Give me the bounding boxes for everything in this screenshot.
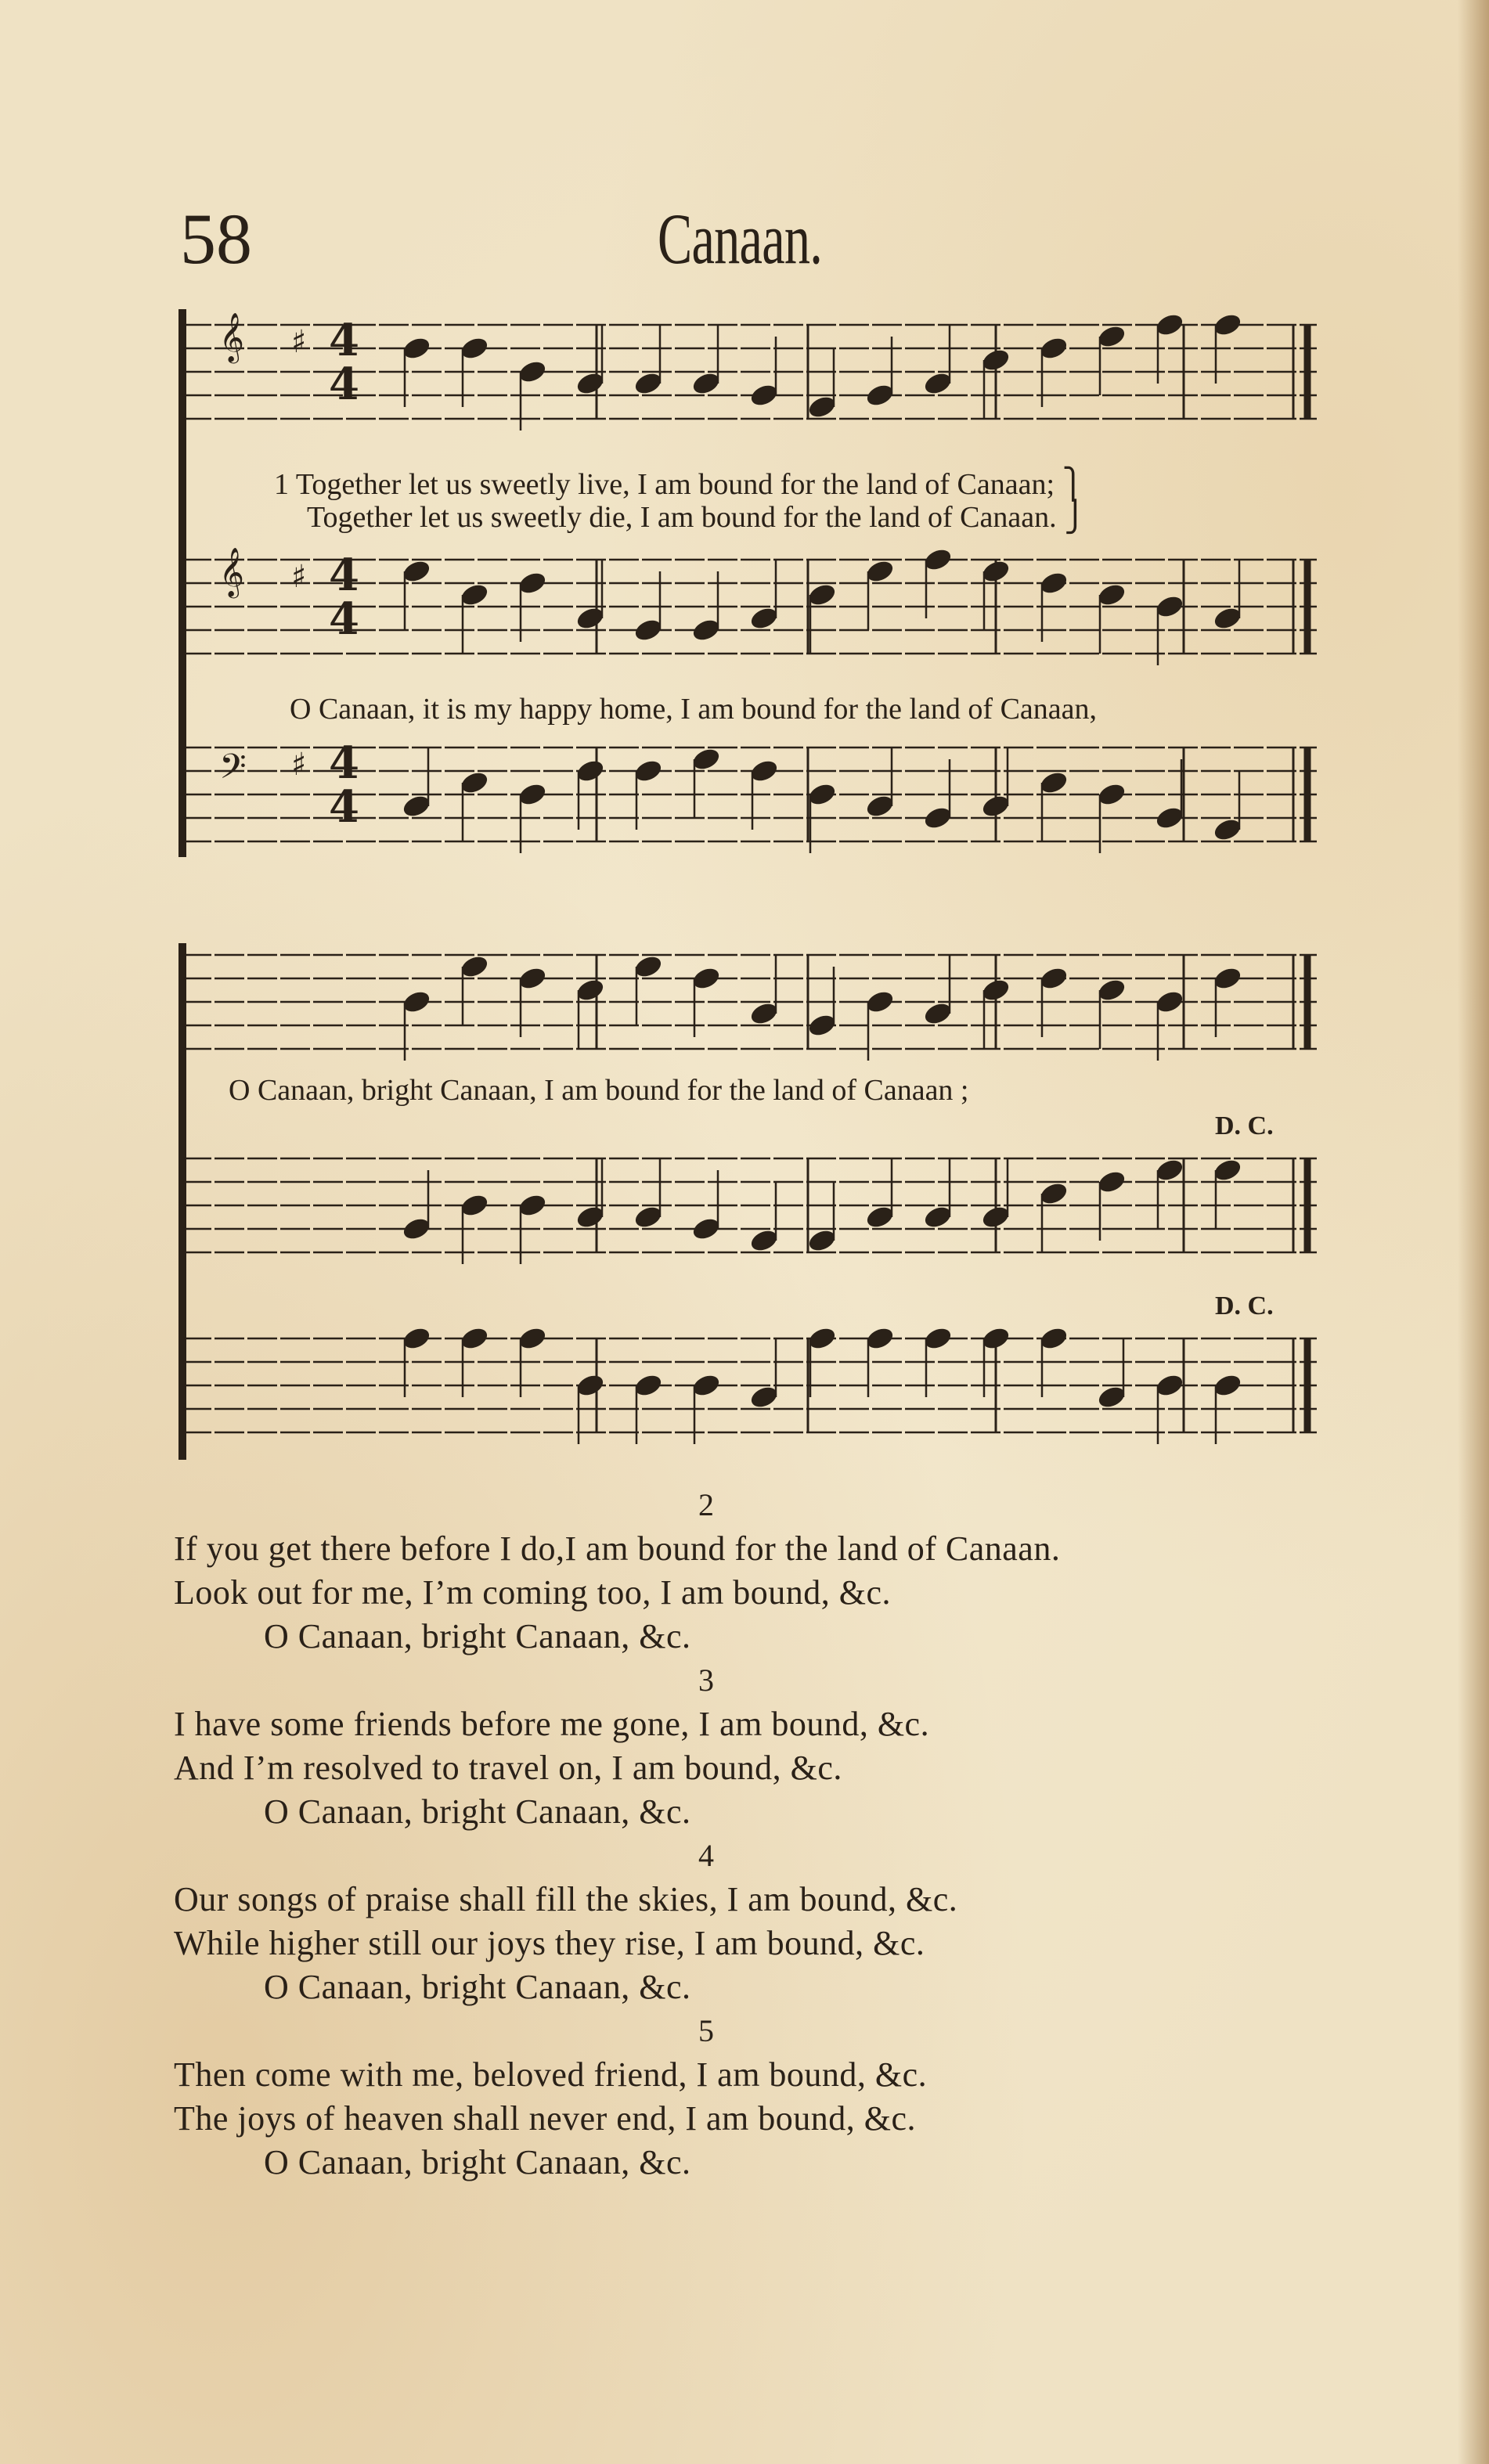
staff-chorus-1 (182, 947, 1325, 1072)
verse-line: Our songs of praise shall fill the skies, I am bound, &c. (174, 1880, 958, 1918)
lyric-chorus: O Canaan, bright Canaan, I am bound for the land of Canaan ; (229, 1074, 969, 1107)
verse-number: 5 (698, 2013, 714, 2048)
treble-clef-icon: 𝄞 (219, 547, 244, 596)
staff-chorus-3-svg (182, 1331, 1325, 1456)
verse-line: While higher still our joys they rise, I am bound, &c. (174, 1924, 925, 1962)
page-edge-shadow (1458, 0, 1489, 2464)
time-sig-top: 4 (329, 737, 359, 789)
staff-treble-1 (182, 312, 1325, 442)
verse-refrain: O Canaan, bright Canaan, &c. (264, 1617, 691, 1655)
dc-mark-2: D. C. (1215, 1291, 1274, 1320)
time-sig-bottom: 4 (329, 593, 359, 645)
verse-refrain: O Canaan, bright Canaan, &c. (264, 2143, 691, 2181)
verses (174, 1483, 1348, 2185)
dc-mark-1: D. C. (1215, 1111, 1274, 1140)
verse-5 (174, 2009, 1348, 2185)
treble-clef-icon: 𝄞 (219, 312, 244, 362)
verse-line: And I’m resolved to travel on, I am bound, &c. (174, 1749, 842, 1787)
staff-chorus-3 (182, 1331, 1325, 1456)
staff-bass (182, 737, 1325, 865)
sharp-icon: ♯ (291, 746, 307, 783)
staff-treble-2 (182, 547, 1325, 677)
time-sig-bottom: 4 (329, 358, 359, 410)
time-sig-bottom: 4 (329, 781, 359, 833)
verse-number: 2 (698, 1487, 714, 1522)
lyric-verse1-line1: 1 Together let us sweetly live, I am bound for the land of Canaan; ⎫ (274, 468, 1085, 501)
staff-chorus-1-svg (182, 947, 1325, 1072)
verse-line: Look out for me, I’m coming too, I am bound, &c. (174, 1573, 892, 1612)
verse-line: If you get there before I do,I am bound for the land of Canaan. (174, 1529, 1061, 1568)
lyric-tenor: O Canaan, it is my happy home, I am bound for the land of Canaan, (290, 693, 1098, 726)
verse-line: Then come with me, beloved friend, I am bound, &c. (174, 2055, 928, 2094)
verse-number: 4 (698, 1838, 714, 1873)
lyric-verse1-line2: Together let us sweetly die, I am bound for the land of Canaan. ⎭ (307, 501, 1087, 534)
sharp-icon: ♯ (291, 558, 307, 595)
staff-chorus-2-svg (182, 1151, 1325, 1276)
verse-number: 3 (698, 1662, 714, 1698)
verse-4 (174, 1834, 1348, 2009)
verse-line: I have some friends before me gone, I am bound, &c. (174, 1705, 930, 1743)
verse-line: The joys of heaven shall never end, I am bound, &c. (174, 2099, 916, 2138)
time-sig-top: 4 (329, 315, 359, 366)
verse-refrain: O Canaan, bright Canaan, &c. (264, 1968, 691, 2006)
time-sig-top: 4 (329, 549, 359, 601)
verse-refrain: O Canaan, bright Canaan, &c. (264, 1792, 691, 1831)
page-header (180, 200, 1323, 286)
sharp-icon: ♯ (291, 323, 307, 360)
page-number: 58 (180, 199, 252, 279)
verse-2 (174, 1483, 1348, 1659)
verse-3 (174, 1659, 1348, 1834)
bass-clef-icon: 𝄢 (219, 746, 247, 795)
staff-chorus-2 (182, 1151, 1325, 1276)
tune-title: Canaan. (658, 199, 823, 279)
